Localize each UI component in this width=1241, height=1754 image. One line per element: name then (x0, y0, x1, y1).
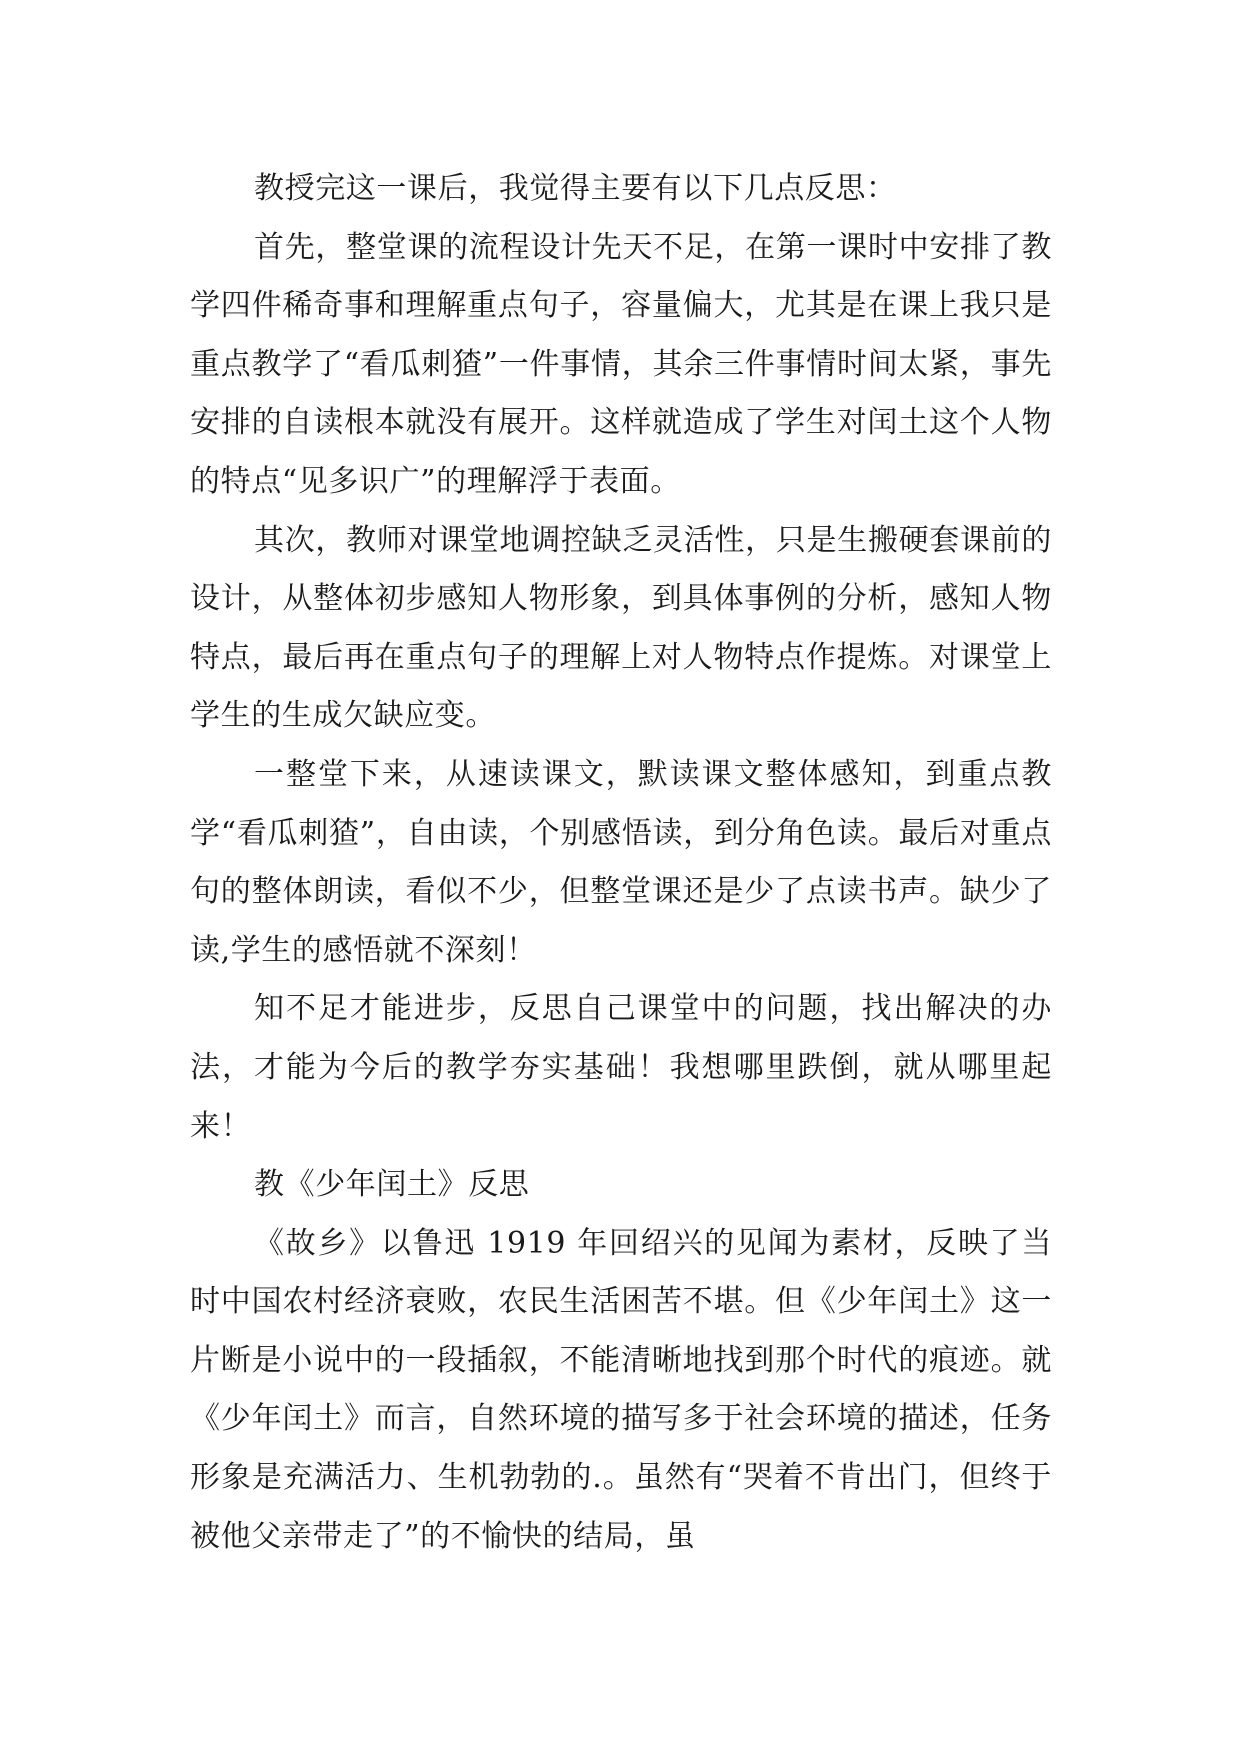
paragraph-first-reflection: 首先，整堂课的流程设计先天不足，在第一课时中安排了教学四件稀奇事和理解重点句子，容量偏大，尤其是在课上我只是重点教学了“看瓜刺猹”一件事情，其余三件事情时间太紧，事先安排的自读根本就没有展开。这样就造成了学生对闰土这个人物的特点“见多识广”的理解浮于表面。 (190, 229, 1052, 499)
section-heading: 教《少年闰土》反思 (254, 1167, 530, 1203)
paragraph-intro: 教授完这一课后，我觉得主要有以下几点反思： (254, 171, 897, 206)
paragraph-second-reflection: 其次，教师对课堂地调控缺乏灵活性，只是生搬硬套课前的设计，从整体初步感知人物形象，到具体事例的分析，感知人物特点，最后再在重点句子的理解上对人物特点作提炼。对课堂上学生的生成欠缺应变。 (190, 522, 1052, 734)
document-body (190, 160, 1052, 1566)
paragraph-conclusion: 知不足才能进步，反思自己课堂中的问题，找出解决的办法，才能为今后的教学夯实基础！我想哪里跌倒，就从哪里起来！ (190, 991, 1052, 1144)
paragraph-reading-reflection: 一整堂下来，从速读课文，默读课文整体感知，到重点教学“看瓜刺猹”，自由读，个别感悟读，到分角色读。最后对重点句的整体朗读，看似不少，但整堂课还是少了点读书声。缺少了读,学生的感悟就不深刻！ (190, 756, 1052, 968)
paragraph-guxiang: 《故乡》以鲁迅 1919 年回绍兴的见闻为素材，反映了当时中国农村经济衰败，农民生活困苦不堪。但《少年闰土》这一片断是小说中的一段插叙，不能清晰地找到那个时代的痕迹。就《少年闰土》而言，自然环境的描写多于社会环境的描述，任务形象是充满活力、生机勃勃的.。虽然有“哭着不肯出门，但终于被他父亲带走了”的不愉快的结局，虽 (190, 1225, 1052, 1554)
